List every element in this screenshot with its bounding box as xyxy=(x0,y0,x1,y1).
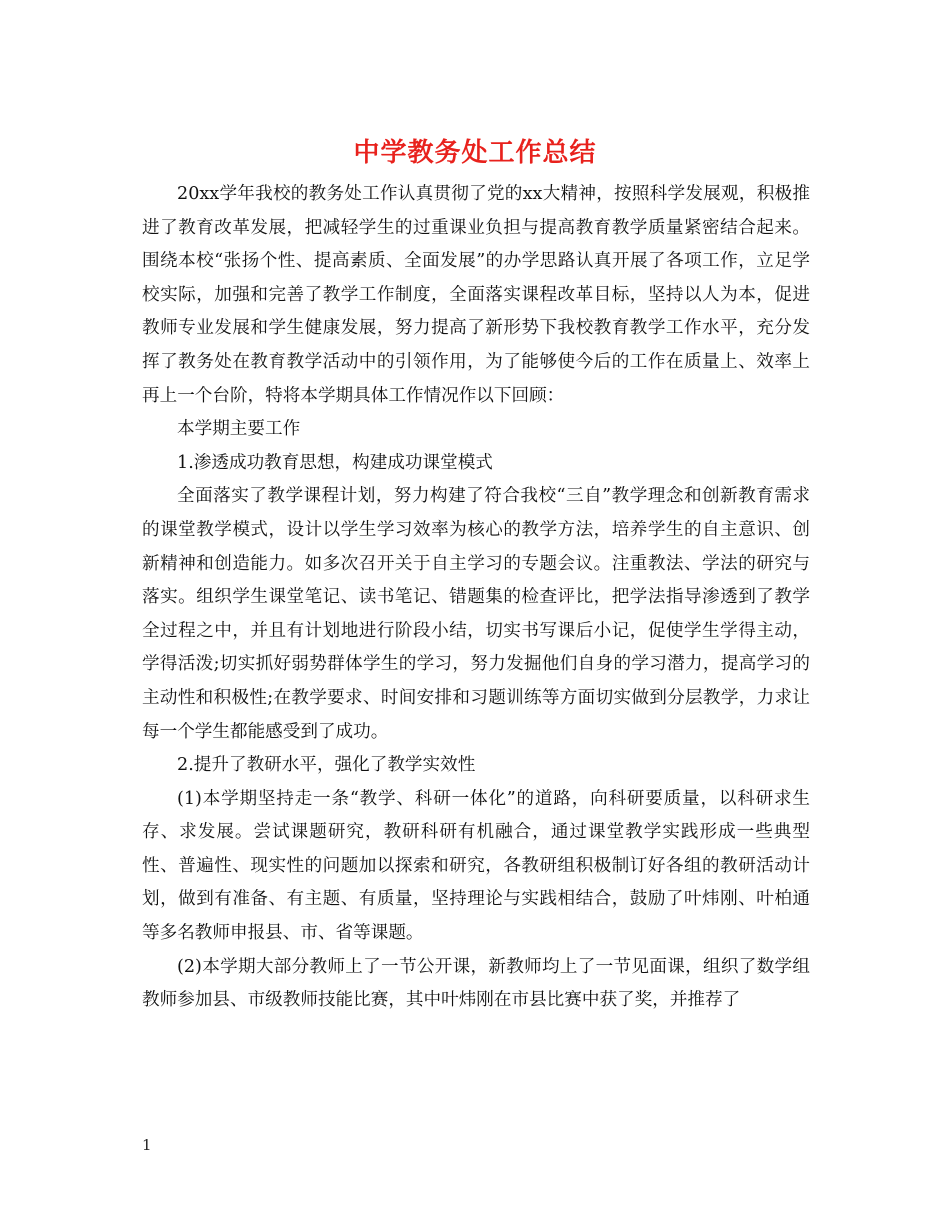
page-number: 1 xyxy=(142,1136,152,1154)
subheading-1: 1.渗透成功教育思想，构建成功课堂模式 xyxy=(177,452,493,473)
paragraph-2-2: (2)本学期大部分教师上了一节公开课，新教师均上了一节见面课，组织了数学组教师参加县、市级教师技能比赛，其中叶炜刚在市县比赛中获了奖，并推荐了 xyxy=(142,956,810,1011)
document-body xyxy=(142,178,810,1018)
document-title: 中学教务处工作总结 xyxy=(353,138,597,168)
paragraph-2-1: (1)本学期坚持走一条“教学、科研一体化”的道路，向科研要质量，以科研求生存、求发展。尝试课题研究，教研科研有机融合，通过课堂教学实践形成一些典型性、普遍性、现实性的问题加以探索和研究，各教研组积极制订好各组的教研活动计划，做到有准备、有主题、有质量，坚持理论与实践相结合，鼓励了叶炜刚、叶柏通等多名教师申报县、市、省等课题。 xyxy=(142,788,810,944)
paragraph-1: 全面落实了教学课程计划，努力构建了符合我校“三自”教学理念和创新教育需求的课堂教学模式，设计以学生学习效率为核心的教学方法，培养学生的自主意识、创新精神和创造能力。如多次召开关于自主学习的专题会议。注重教法、学法的研究与落实。组织学生课堂笔记、读书笔记、错题集的检查评比，把学法指导渗透到了教学全过程之中，并且有计划地进行阶段小结，切实书写课后小记，促使学生学得主动，学得活泼;切实抓好弱势群体学生的学习，努力发掘他们自身的学习潜力，提高学习的主动性和积极性;在教学要求、时间安排和习题训练等方面切实做到分层教学，力求让每一个学生都能感受到了成功。 xyxy=(142,486,810,742)
section-heading-main-work: 本学期主要工作 xyxy=(177,419,301,440)
paragraph-intro: 20xx学年我校的教务处工作认真贯彻了党的xx大精神，按照科学发展观，积极推进了教育改革发展，把减轻学生的过重课业负担与提高教育教学质量紧密结合起来。围绕本校“张扬个性、提高素质、全面发展”的办学思路认真开展了各项工作，立足学校实际，加强和完善了教学工作制度，全面落实课程改革目标，坚持以人为本，促进教师专业发展和学生健康发展，努力提高了新形势下我校教育教学工作水平，充分发挥了教务处在教育教学活动中的引领作用，为了能够使今后的工作在质量上、效率上再上一个台阶，特将本学期具体工作情况作以下回顾： xyxy=(142,184,810,406)
subheading-2: 2.提升了教研水平，强化了教学实效性 xyxy=(177,755,476,776)
